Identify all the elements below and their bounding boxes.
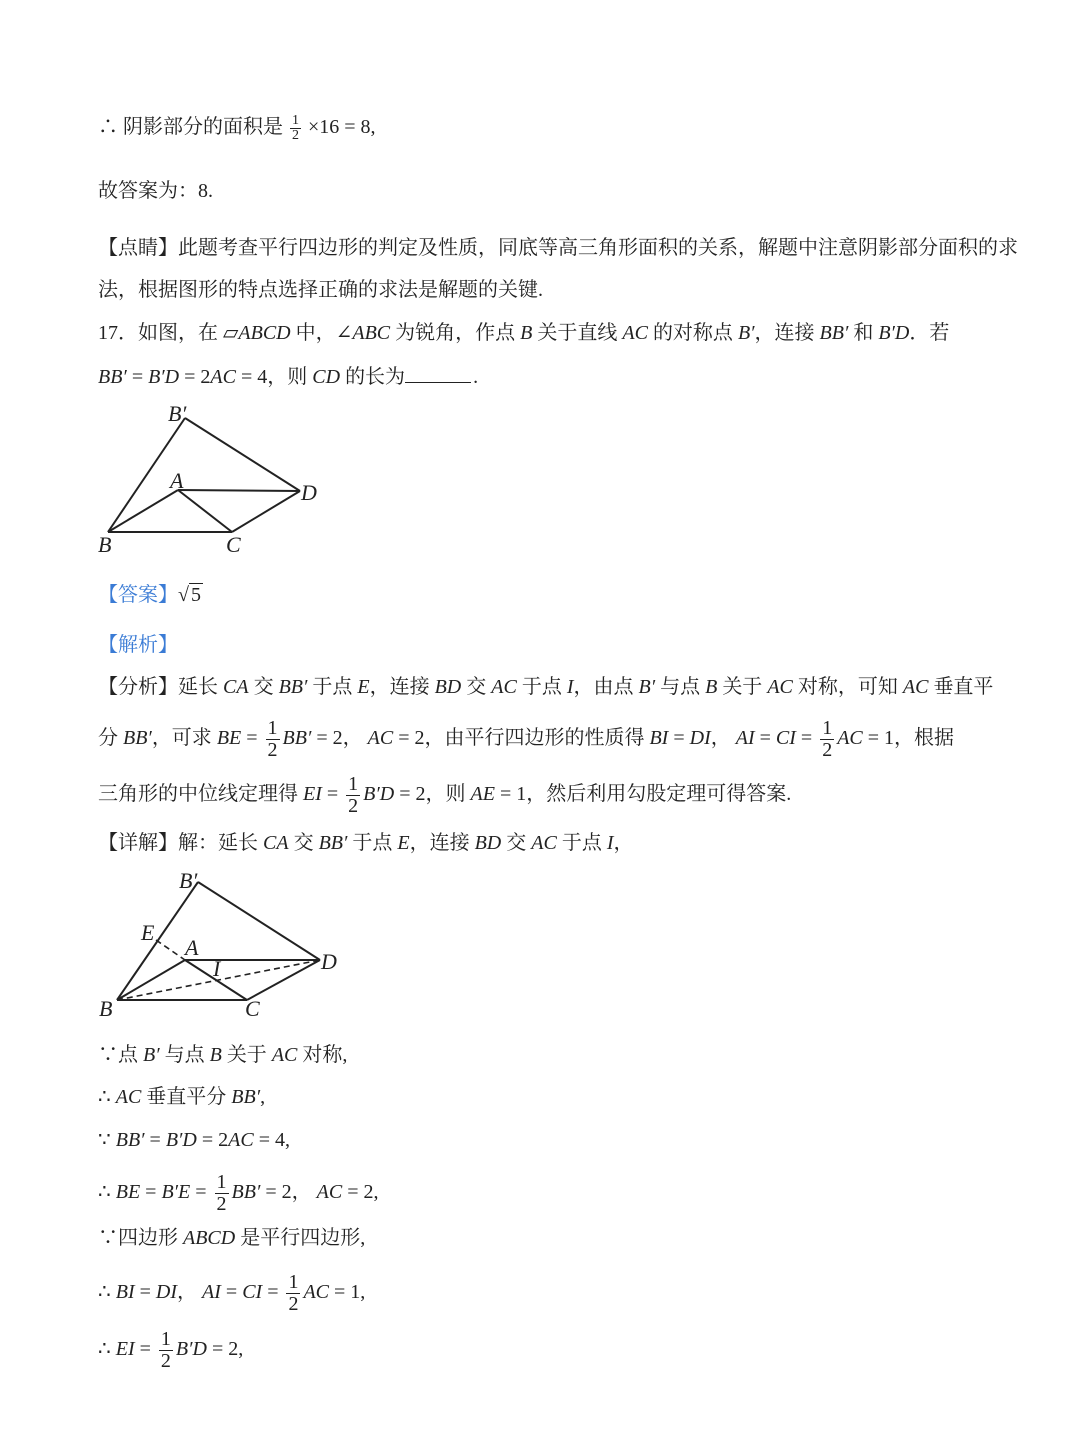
text-l08-o: = [754, 727, 776, 750]
text-l14-g: = 2， [260, 1181, 317, 1204]
text-l10-b: CA [263, 832, 289, 854]
text-l05-n: B′D [878, 322, 910, 344]
text-l11-a: ∵点 [98, 1044, 143, 1066]
text-l08-i: = 2，由平行四边形的性质得 [393, 727, 650, 750]
text-l16-j: AC [303, 1281, 330, 1304]
text-l08-h: AC [367, 727, 394, 750]
text-l14-h: AC [316, 1181, 343, 1204]
text-l07-g: ，连接 [369, 676, 435, 698]
text-l11-g: 对称, [297, 1044, 348, 1066]
text-l14-f: BB′ [231, 1181, 261, 1204]
answer-line-16 [98, 176, 213, 206]
text-l10-m: ， [613, 832, 634, 854]
text-l05-k: ，连接 [754, 322, 820, 344]
text-l08-l: DI [689, 727, 711, 750]
text-l06-e: AC [210, 366, 236, 388]
text-l08-j: BI [649, 727, 669, 750]
label-a: A [185, 935, 199, 960]
text-l13-a: ∵ [98, 1129, 116, 1151]
text-l08-n: AI [735, 727, 755, 750]
text-l01-fd: 2 [292, 127, 299, 143]
label-a: A [170, 468, 184, 493]
analysis-line-2 [98, 718, 954, 761]
text-l09-b: EI [303, 783, 322, 806]
text-l05-m: 和 [848, 322, 879, 344]
segment-c-d [232, 491, 300, 532]
text-l09-fn: 1 [348, 773, 359, 795]
text-l14-fn: 1 [216, 1171, 227, 1193]
text-l09-f: AE [470, 783, 495, 806]
text-l06-h: 的长为 [340, 366, 406, 388]
text-l14-i: = 2, [342, 1181, 379, 1204]
text-l08-g: = 2， [311, 727, 368, 750]
label-c: C [226, 532, 241, 557]
text-l07-q: 关于 [717, 676, 768, 698]
text-l07-d: BB′ [278, 676, 308, 698]
text-l06-c: B′D [148, 366, 180, 388]
text-l05-g: 关于直线 [532, 322, 623, 344]
segment-a-d [178, 490, 300, 491]
answer-line [98, 580, 203, 610]
text-l08-c: ，可求 [151, 727, 217, 750]
fraction-half [159, 1329, 173, 1372]
text-l05-a: 17．如图，在 ▱ [98, 322, 239, 344]
segment-b-a [108, 490, 178, 532]
step-bi-di [98, 1272, 365, 1315]
text-l06-f: = 4，则 [235, 366, 313, 388]
text-l01-fn: 1 [292, 112, 299, 128]
fraction-half [215, 1172, 229, 1215]
text-l16-fd: 2 [288, 1293, 299, 1315]
segment-c-d [247, 960, 320, 1000]
text-l17-a: ∴ [98, 1338, 116, 1361]
text-l16-b: BI [115, 1281, 135, 1304]
text-l17-b: EI [115, 1338, 135, 1361]
text-l06-g: CD [312, 366, 341, 388]
text-l08-gn: 1 [822, 717, 833, 739]
text-l10-e: 于点 [347, 832, 398, 854]
text-l14-e: = [190, 1181, 212, 1204]
text-l07-j: AC [491, 676, 517, 698]
text-l07-m: ，由点 [573, 676, 639, 698]
segment-bp-d [198, 882, 320, 960]
text-l08-fn: 1 [267, 717, 278, 739]
text-l11-c: 与点 [159, 1044, 210, 1066]
text-l16-k: = 1, [329, 1281, 366, 1304]
text-l06-i: . [473, 366, 479, 388]
text-l16-f: AI [202, 1281, 221, 1304]
text-l17-d: B′D [175, 1338, 207, 1361]
step-be-length [98, 1172, 378, 1215]
text-ans-v: 5 [190, 584, 201, 606]
text-l07-a: 【分析】延长 [98, 676, 223, 698]
text-l05-f: B [520, 322, 533, 344]
text-l07-i: 交 [461, 676, 492, 698]
text-l17-fd: 2 [160, 1350, 171, 1372]
answer-tag: 【答案】 [98, 584, 178, 606]
problem-17-line-2 [98, 360, 478, 392]
label-d: D [321, 949, 337, 974]
text-l09-fd: 2 [348, 795, 359, 817]
text-l10-k: 于点 [556, 832, 607, 854]
text-l05-j: B′ [737, 322, 755, 344]
text-l12-a: ∴ [98, 1086, 116, 1108]
label-b-prime: B′ [179, 868, 198, 893]
text-l12-d: BB′ [231, 1086, 261, 1108]
text-l08-e: = [241, 727, 263, 750]
text-l10-l: I [606, 832, 614, 854]
text-l08-r: AC [837, 727, 863, 750]
answer-blank [405, 360, 471, 383]
label-e: E [141, 920, 155, 945]
text-jx-tag: 【解析】 [98, 634, 178, 656]
text-l08-m: ， [710, 727, 736, 750]
text-l08-b: BB′ [123, 727, 152, 750]
text-l05-i: 的对称点 [647, 322, 738, 344]
step-parallelogram [98, 1223, 365, 1253]
text-l07-n: B′ [638, 676, 656, 698]
text-l16-d: DI [155, 1281, 178, 1304]
problem-17-line-1 [98, 318, 949, 348]
text-l09-e: = 2，则 [394, 783, 471, 806]
text-l07-l: I [566, 676, 574, 698]
fraction-half [820, 718, 834, 761]
text-l08-q: = [795, 727, 818, 750]
fraction-half [290, 114, 301, 143]
text-l07-e: 于点 [307, 676, 358, 698]
text-l13-c: = [144, 1129, 166, 1151]
step-perpendicular-bisector [98, 1082, 265, 1112]
analysis-line-1 [98, 672, 993, 702]
text-l16-i: = [262, 1281, 284, 1304]
sqrt-answer: √ 5 [178, 584, 201, 606]
text-l03-a: 【点睛】此题考查平行四边形的判定及性质，同底等高三角形面积的关系，解题中注意阴影部分面积的求 [98, 237, 1018, 259]
text-l05-b: ABCD [238, 322, 291, 344]
text-l02-a: 故答案为：8. [98, 180, 213, 202]
text-l06-a: BB′ [98, 366, 127, 388]
text-l08-d: BE [216, 727, 242, 750]
text-l05-c: 中，∠ [290, 322, 353, 344]
text-l07-b: CA [223, 676, 249, 698]
text-l13-g: = 4, [253, 1129, 290, 1151]
text-l16-h: CI [242, 1281, 263, 1304]
text-l07-u: 垂直平 [928, 676, 994, 698]
text-l09-a: 三角形的中位线定理得 [98, 783, 303, 806]
text-l08-fd: 2 [267, 739, 278, 761]
step-given-lengths [98, 1125, 290, 1155]
label-c: C [245, 996, 260, 1021]
text-l15-a: ∵四边形 [98, 1227, 183, 1249]
label-b: B [99, 996, 113, 1021]
text-l17-fn: 1 [160, 1328, 171, 1350]
text-l12-b: AC [115, 1086, 142, 1108]
text-l10-h: BD [474, 832, 502, 854]
text-l07-o: 与点 [655, 676, 706, 698]
text-l05-h: AC [622, 322, 648, 344]
text-l10-d: BB′ [318, 832, 348, 854]
solution-line-1 [98, 828, 634, 858]
fraction-half [286, 1272, 300, 1315]
text-l16-g: = [220, 1281, 243, 1304]
text-l11-e: 关于 [221, 1044, 272, 1066]
text-l07-r: AC [767, 676, 793, 698]
text-l08-s: = 1，根据 [862, 727, 955, 750]
text-l05-e: 为锐角，作点 [390, 322, 521, 344]
text-l01-a: ∴ 阴影部分的面积是 [98, 116, 288, 138]
text-l08-k: = [668, 727, 690, 750]
text-l17-e: = 2, [206, 1338, 244, 1361]
text-l15-b: ABCD [183, 1227, 236, 1249]
analysis-line-3 [98, 774, 791, 817]
text-l10-a: 【详解】解：延长 [98, 832, 263, 854]
text-l08-f: BB′ [282, 727, 312, 750]
figure-construction [90, 862, 360, 1027]
text-l14-fd: 2 [216, 1193, 227, 1215]
text-l14-b: BE [115, 1181, 141, 1204]
text-l16-a: ∴ [98, 1281, 116, 1304]
text-l09-c: = [321, 783, 344, 806]
text-l16-c: = [134, 1281, 156, 1304]
text-l01-b: ×16 = 8, [303, 116, 376, 138]
fraction-half [346, 774, 360, 817]
segment-a-c [178, 490, 232, 532]
segment-bp-d [185, 418, 300, 491]
text-l08-p: CI [775, 727, 796, 750]
figure-parallelogram [90, 395, 350, 565]
label-d: D [301, 480, 317, 505]
label-i: I [213, 956, 221, 981]
text-l07-s: 对称，可知 [792, 676, 903, 698]
text-l11-f: AC [271, 1044, 298, 1066]
text-l07-c: 交 [248, 676, 279, 698]
dashed-e-a [156, 940, 185, 960]
shaded-area-line [98, 112, 376, 143]
text-l07-h: BD [434, 676, 462, 698]
text-l06-d: = 2 [179, 366, 211, 388]
analysis-tag-line [98, 630, 178, 660]
text-l14-c: = [140, 1181, 162, 1204]
text-l13-f: AC [228, 1129, 254, 1151]
text-l08-gd: 2 [822, 739, 833, 761]
label-b: B [98, 532, 112, 557]
fraction-half [266, 718, 280, 761]
text-l13-b: BB′ [115, 1129, 145, 1151]
text-l04-a: 法，根据图形的特点选择正确的求法是解题的关键. [98, 279, 543, 301]
text-l14-d: B′E [161, 1181, 191, 1204]
step-ei-length [98, 1329, 243, 1372]
text-l16-e: ， [177, 1281, 203, 1304]
text-l05-l: BB′ [819, 322, 849, 344]
text-l12-c: 垂直平分 [141, 1086, 232, 1108]
step-symmetric [98, 1040, 347, 1070]
text-l10-j: AC [531, 832, 557, 854]
dianjing-line-2 [98, 275, 543, 305]
text-l10-g: ，连接 [409, 832, 475, 854]
text-l05-d: ABC [352, 322, 391, 344]
text-l07-f: E [357, 676, 370, 698]
text-l14-a: ∴ [98, 1181, 116, 1204]
label-b-prime: B′ [168, 401, 187, 426]
text-l11-d: B [209, 1044, 222, 1066]
dianjing-line-1 [98, 233, 1018, 263]
text-l07-p: B [705, 676, 718, 698]
text-l15-c: 是平行四边形, [235, 1227, 366, 1249]
text-l16-fn: 1 [288, 1271, 299, 1293]
text-l07-k: 于点 [516, 676, 567, 698]
text-l17-c: = [134, 1338, 156, 1361]
text-l11-b: B′ [143, 1044, 160, 1066]
text-l08-a: 分 [98, 727, 123, 750]
text-l13-d: B′D [165, 1129, 197, 1151]
text-l09-g: = 1，然后利用勾股定理可得答案. [494, 783, 792, 806]
text-l05-o: ．若 [909, 322, 950, 344]
text-l13-e: = 2 [196, 1129, 229, 1151]
text-l09-d: B′D [363, 783, 395, 806]
text-l12-e: , [260, 1086, 266, 1108]
text-l06-b: = [126, 366, 149, 388]
text-l07-t: AC [902, 676, 929, 698]
text-l10-c: 交 [288, 832, 319, 854]
text-l10-i: 交 [501, 832, 532, 854]
text-l10-f: E [397, 832, 410, 854]
